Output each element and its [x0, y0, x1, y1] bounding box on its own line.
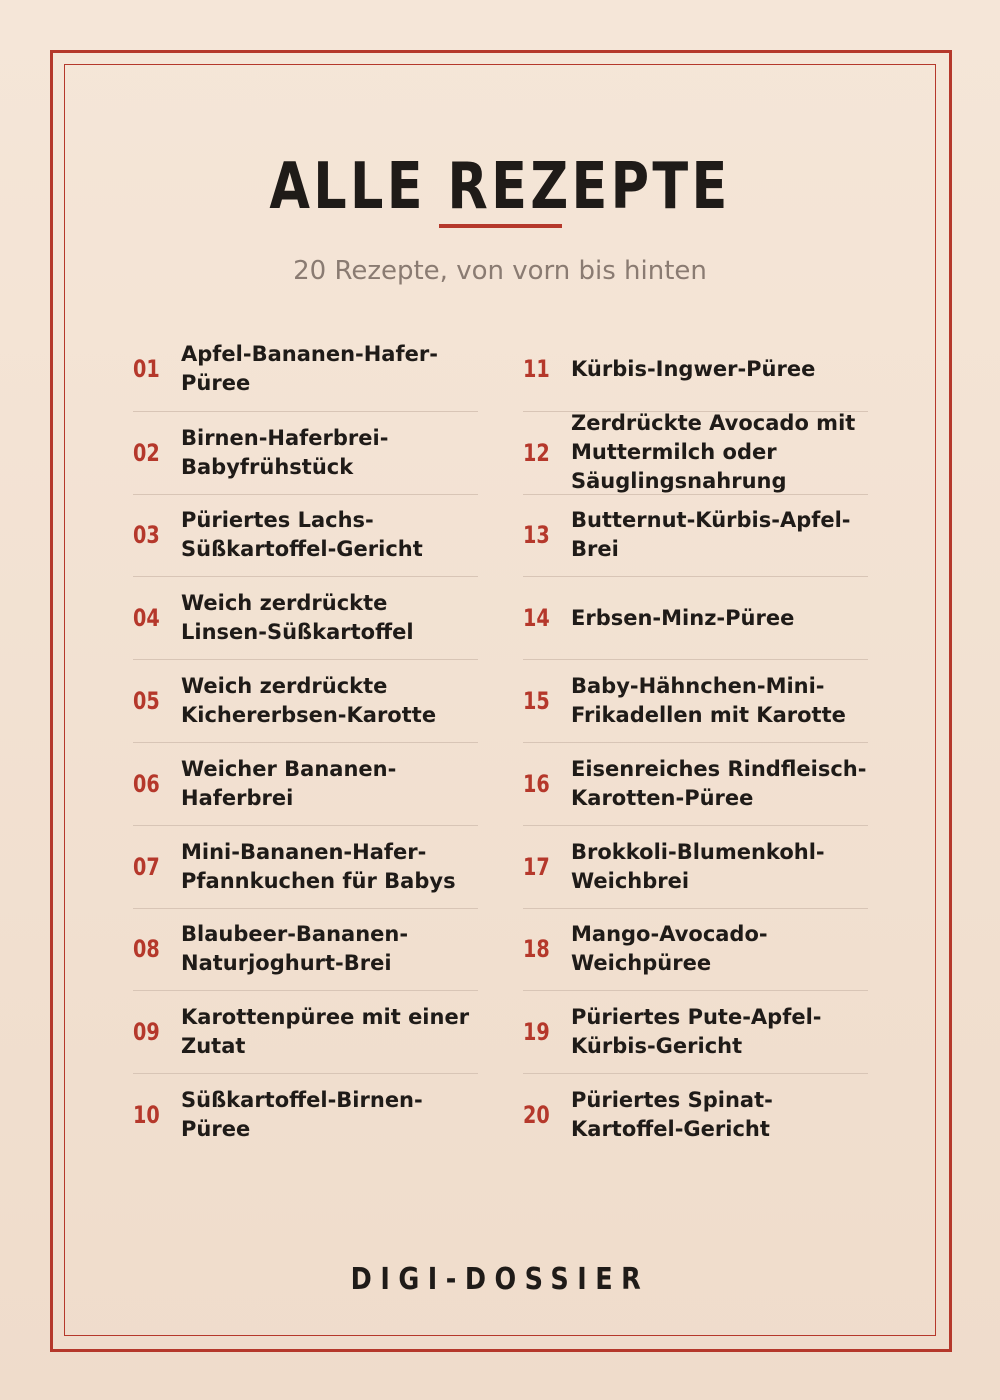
recipe-name: Püriertes Lachs-Süßkartoffel-Gericht [181, 508, 423, 562]
recipe-number: 17 [523, 852, 550, 881]
recipe-row [523, 411, 868, 494]
recipe-number: 03 [133, 521, 160, 550]
recipe-name: Püriertes Spinat-Kartoffel-Gericht [571, 1088, 773, 1142]
recipe-number: 02 [133, 438, 160, 467]
recipe-row [523, 659, 868, 742]
recipe-row [523, 825, 868, 908]
recipe-number: 14 [523, 604, 550, 633]
recipe-number: 04 [133, 604, 160, 633]
title-underline [439, 224, 562, 228]
recipe-number: 15 [523, 687, 550, 716]
recipe-name: Zerdrückte Avocado mit Muttermilch oder Säuglingsnahrung [571, 411, 856, 494]
recipe-number: 06 [133, 769, 160, 798]
recipe-row [133, 742, 478, 825]
recipe-number: 11 [523, 355, 550, 384]
recipe-name: Erbsen-Minz-Püree [571, 605, 795, 630]
brand-footer: DIGI-DOSSIER [350, 1262, 650, 1297]
recipe-name: Karottenpüree mit einer Zutat [181, 1005, 470, 1059]
recipe-name: Kürbis-Ingwer-Püree [571, 356, 816, 381]
recipe-name: Süßkartoffel-Birnen-Püree [181, 1088, 423, 1142]
recipe-number: 10 [133, 1101, 160, 1130]
recipe-number: 07 [133, 852, 160, 881]
recipe-row [523, 494, 868, 577]
recipe-number: 05 [133, 687, 160, 716]
recipe-number: 16 [523, 769, 550, 798]
recipe-name: Eisenreiches Rindfleisch-Karotten-Püree [571, 756, 867, 810]
recipe-number: 13 [523, 521, 550, 550]
recipe-number: 20 [523, 1101, 550, 1130]
recipe-name: Mini-Bananen-Hafer-Pfannkuchen für Babys [181, 839, 456, 893]
recipe-number: 19 [523, 1018, 550, 1047]
recipe-name: Baby-Hähnchen-Mini-Frikadellen mit Karotte [571, 674, 846, 728]
recipe-name: Apfel-Bananen-Hafer-Püree [181, 342, 438, 396]
recipe-name: Blaubeer-Bananen-Naturjoghurt-Brei [181, 922, 409, 976]
recipe-row [133, 411, 478, 494]
recipe-list-left [133, 328, 478, 1156]
recipe-row [133, 576, 478, 659]
recipe-row [523, 1073, 868, 1156]
recipe-row [133, 825, 478, 908]
recipe-name: Brokkoli-Blumenkohl-Weichbrei [571, 839, 825, 893]
recipe-name: Birnen-Haferbrei-Babyfrühstück [181, 425, 389, 479]
recipe-number: 08 [133, 935, 160, 964]
recipe-number: 09 [133, 1018, 160, 1047]
recipe-row [523, 990, 868, 1073]
recipe-name: Püriertes Pute-Apfel-Kürbis-Gericht [571, 1005, 822, 1059]
recipe-row [133, 328, 478, 411]
page-title: ALLE REZEPTE [269, 150, 731, 224]
recipe-name: Weich zerdrückte Linsen-Süßkartoffel [181, 591, 414, 645]
recipe-row [133, 908, 478, 991]
recipe-row [523, 576, 868, 659]
recipe-row [523, 328, 868, 411]
recipe-number: 01 [133, 355, 160, 384]
recipe-name: Butternut-Kürbis-Apfel-Brei [571, 508, 851, 562]
recipe-row [133, 494, 478, 577]
recipe-list-right [523, 328, 868, 1156]
recipe-row [133, 659, 478, 742]
recipe-row [133, 1073, 478, 1156]
recipe-row [523, 908, 868, 991]
recipe-name: Mango-Avocado-Weichpüree [571, 922, 768, 976]
recipe-number: 12 [523, 438, 550, 467]
page-subtitle: 20 Rezepte, von vorn bis hinten [293, 256, 707, 286]
recipe-name: Weicher Bananen-Haferbrei [181, 756, 397, 810]
recipe-name: Weich zerdrückte Kichererbsen-Karotte [181, 674, 437, 728]
recipe-row [523, 742, 868, 825]
recipe-number: 18 [523, 935, 550, 964]
recipe-row [133, 990, 478, 1073]
